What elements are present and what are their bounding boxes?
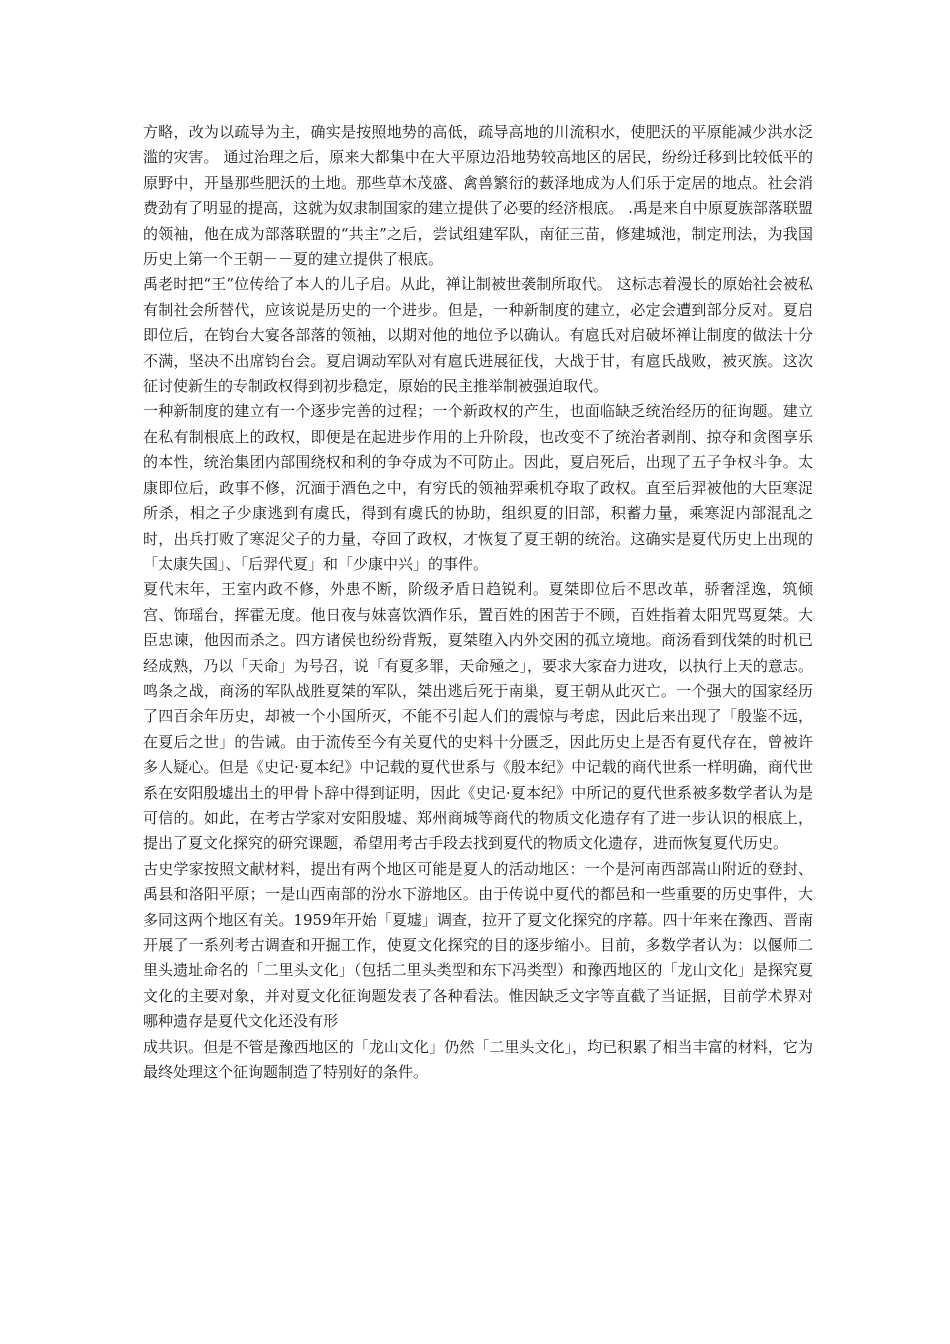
paragraph-late-xia: 夏代末年，王室内政不修，外患不断，阶级矛盾日趋锐利。夏桀即位后不思改革，骄奢淫逸，筑倾宫、饰瑶台，挥霍无度。他日夜与妹喜饮酒作乐，置百姓的困苦于不顾，百姓指着太阳咒骂夏桀。大臣忠谏，他因而杀之。四方诸侯也纷纷背叛，夏桀堕入内外交困的孤立境地。商汤看到伐桀的时机已经成熟，乃以「天命」为号召，说「有夏多罪，天命殛之」，要求大家奋力进攻，以执行上天的意志。鸣条之战，商汤的军队战胜夏桀的军队，桀出逃后死于南巢，夏王朝从此灭亡。一个强大的国家经历了四百余年历史，却被一个小国所灭，不能不引起人们的震惊与考虑，因此后来出现了「殷鉴不远，在夏后之世」的告诫。由于流传至今有关夏代的史料十分匮乏，因此历史上是否有夏代存在，曾被许多人疑心。但是《史记·夏本纪》中记载的夏代世系与《殷本纪》中记载的商代世系一样明确，商代世系在安阳殷墟出土的甲骨卜辞中得到证明，因此《史记·夏本纪》中所记的夏代世系被多数学者认为是可信的。如此，在考古学家对安阳殷墟、郑州商城等商代的物质文化遗存有了进一步认识的根底上，提出了夏文化探究的研究课题，希望用考古手段去找到夏代的物质文化遗存，进而恢复夏代历史。: [143, 580, 813, 853]
paragraph-hereditary-system: 禹老时把“王”位传给了本人的儿子启。从此，禅让制被世袭制所取代。 这标志着漫长的原始社会被私有制社会所替代，应该说是历史的一个进步。但是，一种新制度的建立，必定会遭到部分反对。夏启即位后，在钧台大宴各部落的领袖，以期对他的地位予以确认。有扈氏对启破坏禅让制度的做法十分不满，坚决不出席钧台会。夏启调动军队对有扈氏进展征伐，大战于甘，有扈氏战败，被灭族。这次征讨使新生的专制政权得到初步稳定，原始的民主推举制被强迫取代。: [143, 275, 813, 396]
paragraph-flood-control: 方略，改为以疏导为主，确实是按照地势的高低，疏导高地的川流积水，使肥沃的平原能减少洪水泛滥的灾害。 通过治理之后，原来大都集中在大平原边沿地势较高地区的居民，纷纷迁移到比较低平的原野中，开垦那些肥沃的土地。那些草木茂盛、禽兽繁衍的薮泽地成为人们乐于定居的地点。社会消费劲有了明显的提高，这就为奴隶制国家的建立提供了必要的经济根底。 .禹是来自中原夏族部落联盟的领袖，他在成为部落联盟的“共主”之后，尝试组建军队，南征三苗，修建城池，制定刑法，为我国历史上第一个王朝－－夏的建立提供了根底。: [143, 123, 813, 269]
paragraph-new-regime: 一种新制度的建立有一个逐步完善的过程；一个新政权的产生，也面临缺乏统治经历的征询题。建立在私有制根底上的政权，即便是在起进步作用的上升阶段，也改变不了统治者剥削、掠夺和贪图享乐的本性，统治集团内部围绕权和利的争夺成为不可防止。因此，夏启死后，出现了五子争权斗争。太康即位后，政事不修，沉湎于酒色之中，有穷氏的领袖羿乘机夺取了政权。直至后羿被他的大臣寒浞所杀，相之子少康逃到有虞氏，得到有虞氏的协助，组织夏的旧部，积蓄力量，乘寒浞内部混乱之时，出兵打败了寒浞父子的力量，夺回了政权，才恢复了夏王朝的统治。这确实是夏代历史上出现的「太康失国」、「后羿代夏」和「少康中兴」的事件。: [143, 402, 813, 573]
paragraph-consensus: 成共识。但是不管是豫西地区的「龙山文化」仍然「二里头文化」，均已积累了相当丰富的材料，它为最终处理这个征询题制造了特别好的条件。: [143, 1037, 813, 1082]
document-body: [143, 120, 813, 1085]
paragraph-xia-culture-search: 古史学家按照文献材料，提出有两个地区可能是夏人的活动地区：一个是河南西部嵩山附近的登封、禹县和洛阳平原；一是山西南部的汾水下游地区。由于传说中夏代的都邑和一些重要的历史事件，大多同这两个地区有关。1959年开始「夏墟」调查，拉开了夏文化探究的序幕。四十年来在豫西、晋南开展了一系列考古调查和开掘工作，使夏文化探究的目的逐步缩小。目前，多数学者认为：以偃师二里头遗址命名的「二里头文化」（包括二里头类型和东下冯类型）和豫西地区的「龙山文化」是探究夏文化的主要对象，并对夏文化征询题发表了各种看法。惟因缺乏文字等直截了当证据，目前学术界对哪种遗存是夏代文化还没有形: [143, 859, 813, 1031]
